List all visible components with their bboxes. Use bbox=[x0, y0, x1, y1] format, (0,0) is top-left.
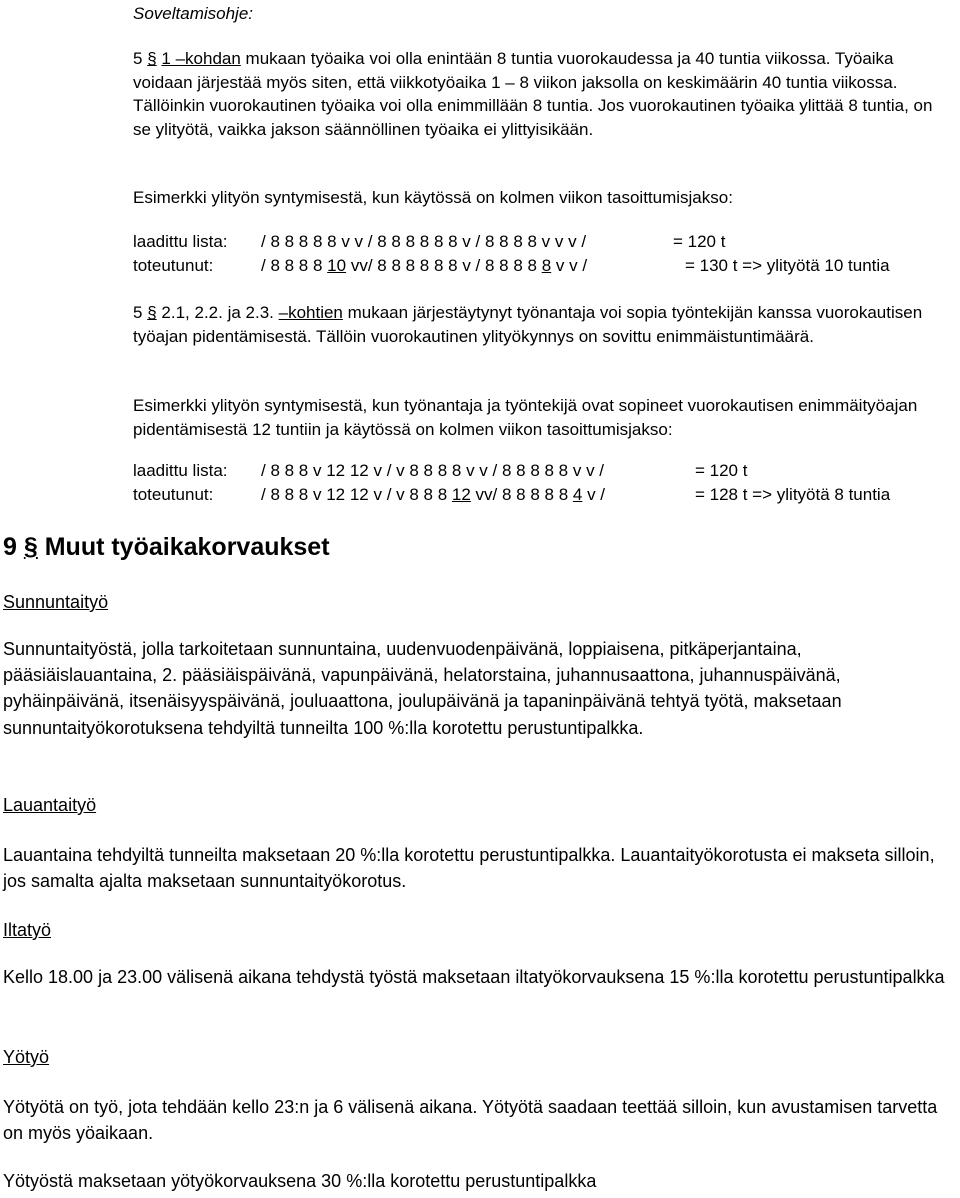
saturday-heading: Lauantaityö bbox=[3, 795, 97, 815]
night-heading: Yötyö bbox=[3, 1047, 50, 1067]
section-number: 5 bbox=[133, 49, 143, 68]
row-label: toteutunut: bbox=[133, 256, 214, 275]
clause-points: 2.1, 2.2. ja 2.3. bbox=[161, 303, 274, 322]
example-2-table bbox=[133, 459, 945, 507]
row-total: = 128 t => ylityötä 8 tuntia bbox=[695, 485, 891, 504]
overtime-hours: 4 bbox=[572, 485, 583, 504]
section-number: 5 bbox=[133, 303, 143, 322]
paragraph-text: mukaan työaika voi olla enintään 8 tuntia vuorokaudessa ja 40 tuntia viikossa. Työaika voidaan järjestää myös siten, että viikkotyöaika 1 – 8 viikon jaksolla on keskimäärin 40 tuntia viikossa. Tällöinkin vuorokautinen työaika voi olla enimmillään 8 tuntia. Jos vuorokautinen työaika ylittää 8 tuntia, on se ylityötä, vaikka jakson säännöllinen työaika ei ylittyisikään. bbox=[133, 49, 933, 139]
section-9-heading bbox=[3, 532, 955, 562]
saturday-text: Lauantaina tehdyiltä tunneilta maksetaan 20 %:lla korotettu perustuntipalkka. Lauantaityökorotusta ei makseta silloin, jos samalta ajalta maksetaan sunnuntaityökorotus. bbox=[3, 845, 935, 892]
row-label: laadittu lista: bbox=[133, 461, 228, 480]
evening-heading: Iltatyö bbox=[3, 920, 52, 940]
overtime-hours: 8 bbox=[541, 256, 552, 275]
row-label: laadittu lista: bbox=[133, 232, 228, 251]
guide-title: Soveltamisohje: bbox=[133, 4, 254, 23]
clause-link[interactable]: –kohtien bbox=[278, 303, 343, 322]
sunday-heading: Sunnuntaityö bbox=[3, 592, 109, 612]
row-sequence: / 8 8 8 8 10 vv/ 8 8 8 8 8 8 v / 8 8 8 8 8 v v / bbox=[261, 256, 588, 275]
row-total: = 120 t bbox=[673, 232, 726, 251]
evening-text: Kello 18.00 ja 23.00 välisenä aikana tehdystä työstä maksetaan iltatyökorvauksena 15 %:lla korotettu perustuntipalkka bbox=[3, 967, 945, 987]
section-number: 9 bbox=[3, 533, 17, 561]
guide-paragraph-2 bbox=[133, 301, 945, 348]
row-label: toteutunut: bbox=[133, 485, 214, 504]
section-sign: § bbox=[147, 303, 157, 322]
section-title: Muut työaikakorvaukset bbox=[44, 533, 330, 561]
example-1-actual-row bbox=[133, 254, 945, 278]
row-total: = 130 t => ylityötä 10 tuntia bbox=[685, 256, 890, 275]
example-1-intro: Esimerkki ylityön syntymisestä, kun käytössä on kolmen viikon tasoittumisjakso: bbox=[133, 188, 733, 207]
row-sequence: / 8 8 8 8 8 v v / 8 8 8 8 8 8 v / 8 8 8 8 v v v / bbox=[261, 232, 587, 251]
row-sequence: / 8 8 8 v 12 12 v / v 8 8 8 8 v v / 8 8 8 8 8 v v / bbox=[261, 461, 605, 480]
night-text-2: Yötyöstä maksetaan yötyökorvauksena 30 %:lla korotettu perustuntipalkka bbox=[3, 1171, 597, 1191]
sunday-text: Sunnuntaityöstä, jolla tarkoitetaan sunnuntaina, uudenvuodenpäivänä, loppiaisena, pitkäperjantaina, pääsiäislauantaina, 2. pääsiäispäivänä, vapunpäivänä, helatorstaina, juhannusaattona, juhannuspäivänä, pyhäinpäivänä, itsenäisyyspäivänä, jouluaattona, joulupäivänä ja tapaninpäivänä tehtyä työtä, maksetaan sunnuntaityökorotuksena tehdyiltä tunneilta 100 %:lla korotettu perustuntipalkka. bbox=[3, 639, 842, 738]
example-2-actual-row bbox=[133, 483, 945, 507]
section-sign: § bbox=[147, 49, 157, 68]
overtime-hours: 10 bbox=[327, 256, 347, 275]
overtime-hours: 12 bbox=[451, 485, 471, 504]
example-1-planned-row bbox=[133, 230, 945, 254]
guide-paragraph-1 bbox=[133, 47, 945, 141]
example-2-intro: Esimerkki ylityön syntymisestä, kun työnantaja ja työntekijä ovat sopineet vuorokautisen enimmäityöajan pidentämisestä 12 tuntiin ja käytössä on kolmen viikon tasoittumisjakso: bbox=[133, 396, 918, 439]
example-1-table bbox=[133, 230, 945, 278]
row-total: = 120 t bbox=[695, 461, 748, 480]
night-text-1: Yötyötä on työ, jota tehdään kello 23:n ja 6 välisenä aikana. Yötyötä saadaan teettää silloin, kun avustamisen tarvetta on myös yöaikaan. bbox=[3, 1097, 938, 1144]
clause-link[interactable]: 1 –kohdan bbox=[161, 49, 241, 68]
example-2-planned-row bbox=[133, 459, 945, 483]
section-sign: § bbox=[23, 533, 38, 561]
paragraph-text: mukaan järjestäytynyt työnantaja voi sopia työntekijän kanssa vuorokautisen työajan pidentämisestä. Tällöin vuorokautinen ylityökynnys on sovittu enimmäistuntimäärä. bbox=[133, 303, 923, 346]
row-sequence: / 8 8 8 v 12 12 v / v 8 8 8 12 vv/ 8 8 8 8 8 4 v / bbox=[261, 485, 606, 504]
